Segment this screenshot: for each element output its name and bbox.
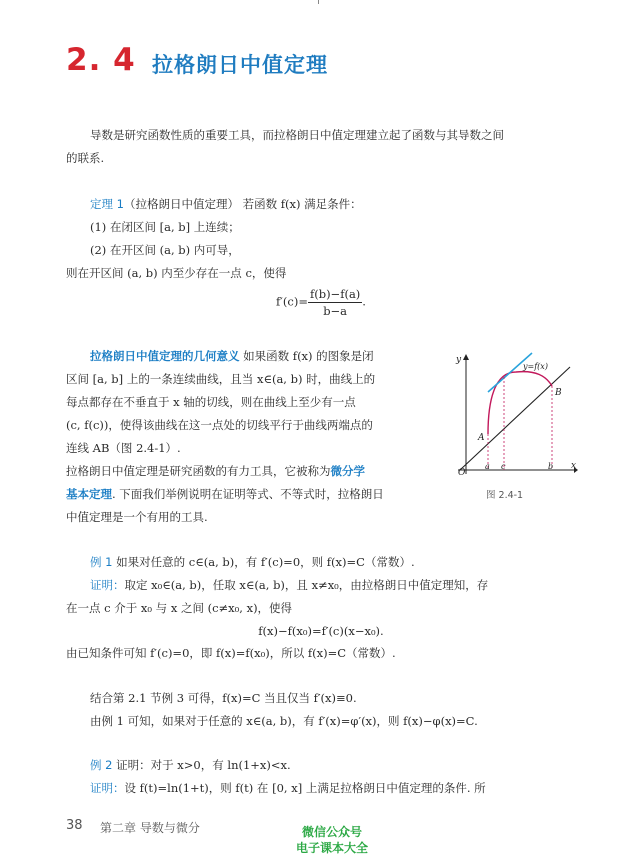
example2-proof-line-1: 证明：设 f(t)=ln(1+t)，则 f(t) 在 [0, x] 上满足拉格朗日中值定理的条件. 所 bbox=[66, 780, 576, 796]
geometry-line-2: 区间 [a, b] 上的一条连续曲线，且当 x∈(a, b) 时，曲线上的 bbox=[66, 372, 376, 386]
example2-statement: 例 2 证明：对于 x>0，有 ln(1+x)<x. bbox=[66, 757, 576, 773]
section-title: 拉格朗日中值定理 bbox=[152, 53, 328, 77]
tick-b-label: b bbox=[548, 462, 554, 471]
x-label: x bbox=[571, 461, 577, 471]
example1-proof-line-4: 由已知条件可知 f′(c)=0，即 f(x)=f(x₀)，所以 f(x)=C（常数）. bbox=[66, 646, 396, 660]
secant-line bbox=[460, 367, 570, 470]
theorem-condition-1: (1) 在闭区间 [a, b] 上连续； bbox=[90, 220, 240, 234]
section-number: 2. 4 bbox=[66, 42, 136, 78]
geometry-line-3: 每点都存在不垂直于 x 轴的切线，则在曲线上至少有一点 bbox=[66, 395, 356, 409]
figure-caption: 图 2.4-1 bbox=[486, 490, 524, 501]
top-tick-mark bbox=[318, 0, 319, 4]
y-axis-arrow bbox=[463, 354, 469, 360]
example1-proof-line-2: 在一点 c 介于 x₀ 与 x 之间 (c≠x₀, x)，使得 bbox=[66, 601, 293, 615]
example2-label: 例 2 bbox=[90, 758, 113, 772]
watermark-line-1: 微信公众号 bbox=[301, 825, 362, 839]
corollary-line-1: 结合第 2.1 节例 3 可得，f(x)=C 当且仅当 f′(x)≡0. bbox=[90, 691, 357, 705]
theorem-label: 定理 1 bbox=[90, 197, 124, 211]
theorem-heading-text: （拉格朗日中值定理） 若函数 f(x) 满足条件： bbox=[123, 197, 362, 211]
theorem-conclusion: 则在开区间 (a, b) 内至少存在一点 c，使得 bbox=[66, 266, 287, 280]
formula-numerator: f(b)−f(a) bbox=[309, 287, 361, 301]
example2-proof-label: 证明： bbox=[90, 781, 125, 795]
geometry-line-5: 连线 AB（图 2.4-1）. bbox=[66, 441, 181, 455]
geometry-line-1: 拉格朗日中值定理的几何意义 如果函数 f(x) 的图象是闭 bbox=[66, 348, 438, 364]
origin-label: O bbox=[458, 468, 466, 476]
theorem-formula bbox=[66, 286, 576, 319]
figure-mean-value bbox=[448, 352, 578, 476]
highlight-differential: 微分学 bbox=[330, 464, 365, 478]
geometry-line-6: 拉格朗日中值定理是研究函数的有力工具，它被称为微分学 bbox=[66, 464, 365, 478]
theorem-heading bbox=[66, 196, 576, 212]
example1-statement: 例 1 如果对任意的 c∈(a, b)，有 f′(c)=0，则 f(x)=C（常数）. bbox=[66, 554, 576, 570]
watermark-line-2: 电子课本大全 bbox=[295, 841, 368, 855]
example1-proof-line-1: 证明：取定 x₀∈(a, b)，任取 x∈(a, b)，且 x≠x₀，由拉格朗日中值定理知，存 bbox=[66, 577, 576, 593]
geometry-line-7: 基本定理. 下面我们举例说明在证明等式、不等式时，拉格朗日 bbox=[66, 487, 384, 501]
geometry-line-8: 中值定理是一个有用的工具. bbox=[66, 510, 208, 524]
corollary-line-2: 由例 1 可知，如果对于任意的 x∈(a, b)，有 f′(x)=φ′(x)，则 f(x)−φ(x)=C. bbox=[90, 714, 478, 728]
intro-line-2: 的联系. bbox=[66, 151, 105, 165]
tangent-line bbox=[488, 353, 532, 392]
formula-denominator: b−a bbox=[323, 304, 348, 318]
chapter-title: 第二章 导数与微分 bbox=[100, 821, 200, 835]
y-label: y bbox=[456, 355, 462, 365]
formula-lhs: f′(c)= bbox=[276, 294, 308, 309]
example1-proof-label: 证明： bbox=[90, 578, 125, 592]
tick-a-label: a bbox=[485, 462, 490, 471]
example1-proof-formula: f(x)−f(x₀)=f′(c)(x−x₀). bbox=[258, 624, 384, 638]
formula-end: . bbox=[362, 294, 366, 309]
highlight-basic-theorem: 基本定理 bbox=[66, 487, 112, 501]
geometry-label: 拉格朗日中值定理的几何意义 bbox=[90, 349, 240, 363]
point-a-label: A bbox=[478, 433, 485, 443]
curve-label: y=f(x) bbox=[523, 362, 548, 371]
formula-fraction bbox=[308, 286, 362, 319]
function-curve bbox=[488, 372, 552, 434]
theorem-condition-2: (2) 在开区间 (a, b) 内可导， bbox=[90, 243, 240, 257]
example1-label: 例 1 bbox=[90, 555, 113, 569]
tick-c-label: c bbox=[501, 462, 506, 471]
intro-line-1: 导数是研究函数性质的重要工具，而拉格朗日中值定理建立起了函数与其导数之间 bbox=[90, 128, 504, 142]
point-b-label: B bbox=[555, 388, 562, 398]
geometry-line-4: (c, f(c))，使得该曲线在这一点处的切线平行于曲线两端点的 bbox=[66, 418, 373, 432]
page-number: 38 bbox=[66, 818, 83, 833]
